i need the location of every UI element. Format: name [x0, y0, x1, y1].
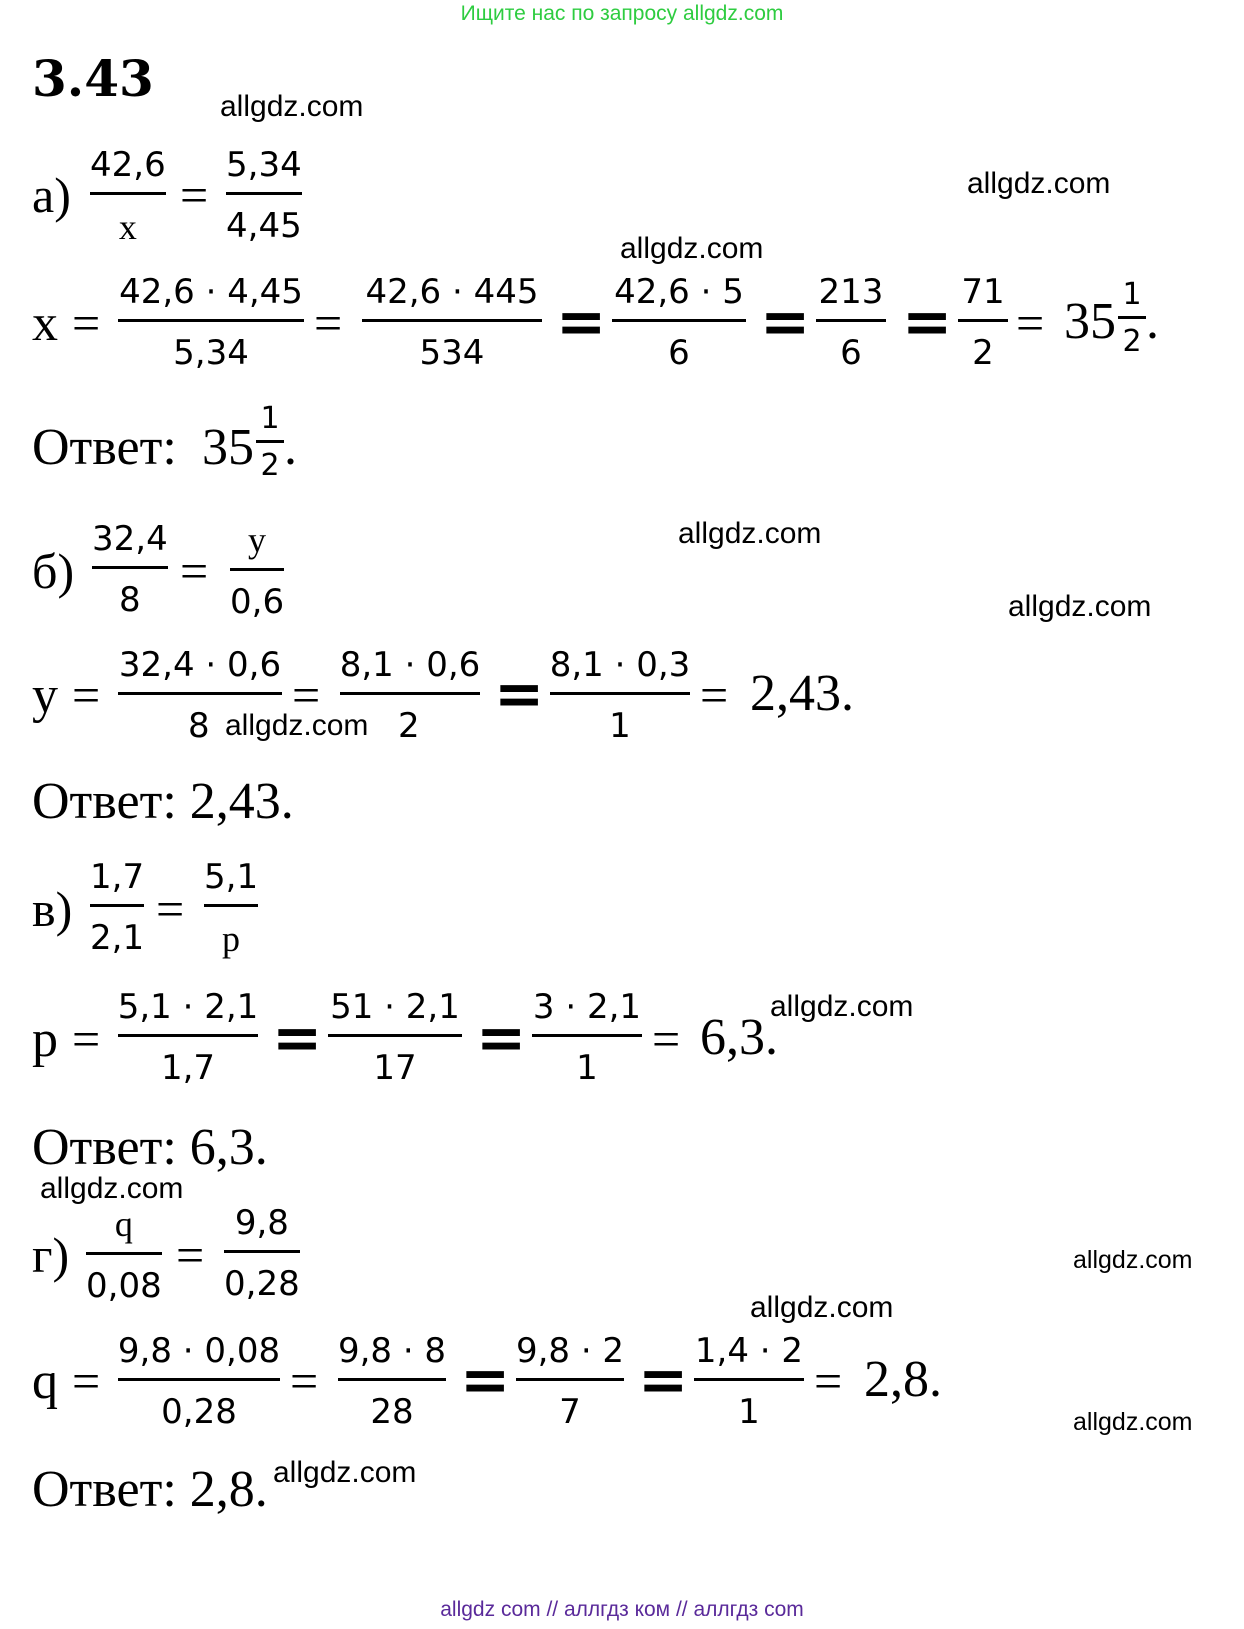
- fraction: [515, 1331, 625, 1432]
- equals-sign: =: [460, 1345, 511, 1415]
- equals-sign: =: [902, 287, 953, 357]
- fraction: [958, 272, 1008, 373]
- fraction: [256, 401, 284, 483]
- answer: Ответ: 2,43.: [32, 773, 294, 830]
- numerator: 1,4 · 2: [694, 1331, 804, 1371]
- numerator: y: [248, 520, 267, 560]
- answer-period: .: [284, 419, 297, 476]
- equals-sign: =: [72, 295, 101, 351]
- equals-sign: =: [72, 1011, 101, 1067]
- answer-label: Ответ:: [32, 419, 177, 476]
- denominator: p: [222, 919, 241, 959]
- equals-sign: =: [556, 287, 607, 357]
- result: 2,43.: [750, 665, 854, 722]
- fraction: [337, 1331, 447, 1432]
- variable: q: [32, 1353, 58, 1410]
- watermark: allgdz.com: [273, 1456, 417, 1489]
- denominator: 1: [738, 1392, 760, 1432]
- fraction: [532, 987, 642, 1088]
- watermark: allgdz.com: [40, 1172, 184, 1205]
- fraction: [816, 272, 886, 373]
- equals-sign: =: [156, 881, 185, 937]
- variable: y: [32, 667, 58, 724]
- numerator: 32,4 · 0,6: [118, 645, 282, 685]
- fraction: [230, 520, 285, 622]
- numerator: 42,6 · 5: [614, 272, 744, 312]
- part-label-b: б): [32, 543, 75, 599]
- equals-sign: =: [314, 295, 343, 351]
- result-whole: 35: [1064, 293, 1116, 350]
- fraction: [339, 645, 481, 746]
- equals-sign: =: [180, 543, 209, 599]
- result: 2,8.: [864, 1351, 942, 1408]
- denominator: 4,45: [226, 206, 302, 246]
- numerator: 51 · 2,1: [330, 987, 460, 1027]
- numerator: 42,6 · 4,45: [119, 272, 303, 312]
- denominator: 2: [972, 333, 994, 373]
- denominator: 2: [1122, 324, 1142, 359]
- denominator: 2: [260, 448, 280, 483]
- denominator: 1,7: [160, 1048, 216, 1088]
- denominator: 534: [419, 333, 485, 373]
- numerator: 71: [961, 272, 1005, 312]
- fraction: [118, 272, 304, 373]
- numerator: 1,7: [90, 857, 145, 897]
- equals-sign: =: [290, 1353, 319, 1409]
- fraction: [86, 1204, 162, 1306]
- denominator: 2,1: [90, 918, 145, 958]
- denominator: x: [118, 207, 137, 247]
- equals-sign: =: [176, 1227, 205, 1283]
- fraction: [118, 645, 282, 746]
- fraction: [90, 857, 145, 958]
- equals-sign: =: [494, 659, 545, 729]
- equals-sign: =: [292, 667, 321, 723]
- denominator: 5,34: [173, 333, 249, 373]
- part-label-a: а): [32, 167, 71, 223]
- denominator: 0,6: [230, 582, 285, 622]
- numerator: 3 · 2,1: [532, 987, 642, 1027]
- fraction: [204, 857, 259, 959]
- equals-sign: =: [72, 1353, 101, 1409]
- fraction: [117, 1331, 281, 1432]
- equals-sign: =: [72, 667, 101, 723]
- fraction: [117, 987, 259, 1088]
- fraction: [1118, 277, 1146, 359]
- watermark: allgdz.com: [1008, 590, 1152, 623]
- equals-sign: =: [760, 287, 811, 357]
- watermark: allgdz.com: [220, 90, 364, 123]
- denominator: 0,28: [224, 1264, 300, 1304]
- denominator: 2: [398, 706, 420, 746]
- denominator: 0,08: [86, 1266, 162, 1306]
- equals-sign: =: [652, 1011, 681, 1067]
- numerator: 42,6 · 445: [365, 272, 539, 312]
- numerator: 5,1: [204, 857, 259, 897]
- denominator: 28: [370, 1392, 414, 1432]
- result: 6,3.: [700, 1009, 778, 1066]
- fraction: [90, 145, 166, 247]
- answer: Ответ: 6,3.: [32, 1119, 268, 1176]
- fraction: [362, 272, 542, 373]
- footer-links: allgdz com // аллгдз ком // аллгдз com: [440, 1598, 804, 1621]
- numerator: 9,8 · 8: [337, 1331, 447, 1371]
- watermark: allgdz.com: [678, 517, 822, 550]
- denominator: 6: [668, 333, 690, 373]
- denominator: 17: [373, 1048, 417, 1088]
- part-label-d: г): [32, 1227, 70, 1283]
- watermark: allgdz.com: [1073, 1246, 1193, 1274]
- equals-sign: =: [180, 167, 209, 223]
- problem-number: 3.43: [32, 49, 154, 108]
- numerator: 9,8 · 2: [515, 1331, 625, 1371]
- numerator: q: [114, 1204, 133, 1244]
- numerator: 9,8: [234, 1203, 289, 1243]
- search-hint-header: Ищите нас по запросу allgdz.com: [460, 2, 784, 25]
- answer-whole: 35: [202, 419, 254, 476]
- part-label-c: в): [32, 881, 73, 937]
- numerator: 5,34: [226, 145, 302, 185]
- equals-sign: =: [638, 1345, 689, 1415]
- watermark: allgdz.com: [967, 167, 1111, 200]
- fraction: [328, 987, 462, 1088]
- fraction: [612, 272, 746, 373]
- answer: Ответ: 2,8.: [32, 1461, 268, 1518]
- numerator: 1: [260, 401, 280, 436]
- numerator: 5,1 · 2,1: [117, 987, 259, 1027]
- fraction: [92, 519, 168, 620]
- numerator: 9,8 · 0,08: [117, 1331, 281, 1371]
- numerator: 8,1 · 0,3: [549, 645, 691, 685]
- watermark: allgdz.com: [225, 709, 369, 742]
- fraction: [694, 1331, 804, 1432]
- denominator: 1: [576, 1048, 598, 1088]
- equals-sign: =: [814, 1353, 843, 1409]
- denominator: 7: [559, 1392, 581, 1432]
- equals-sign: =: [1016, 295, 1045, 351]
- watermark: allgdz.com: [1073, 1408, 1193, 1436]
- variable: x: [32, 295, 58, 352]
- watermark: allgdz.com: [750, 1291, 894, 1324]
- equals-sign: =: [700, 667, 729, 723]
- equals-sign: =: [272, 1003, 323, 1073]
- numerator: 32,4: [92, 519, 168, 559]
- numerator: 8,1 · 0,6: [339, 645, 481, 685]
- variable: p: [32, 1011, 58, 1068]
- fraction: [549, 645, 691, 746]
- watermark: allgdz.com: [620, 232, 764, 265]
- denominator: 6: [840, 333, 862, 373]
- denominator: 1: [609, 706, 631, 746]
- denominator: 0,28: [161, 1392, 237, 1432]
- denominator: 8: [188, 706, 210, 746]
- numerator: 1: [1122, 277, 1142, 312]
- fraction: [226, 145, 302, 246]
- watermark: allgdz.com: [770, 990, 914, 1023]
- equals-sign: =: [476, 1003, 527, 1073]
- numerator: 42,6: [90, 145, 166, 185]
- fraction: [224, 1203, 300, 1304]
- result-period: .: [1146, 293, 1159, 350]
- numerator: 213: [818, 272, 884, 312]
- denominator: 8: [119, 580, 141, 620]
